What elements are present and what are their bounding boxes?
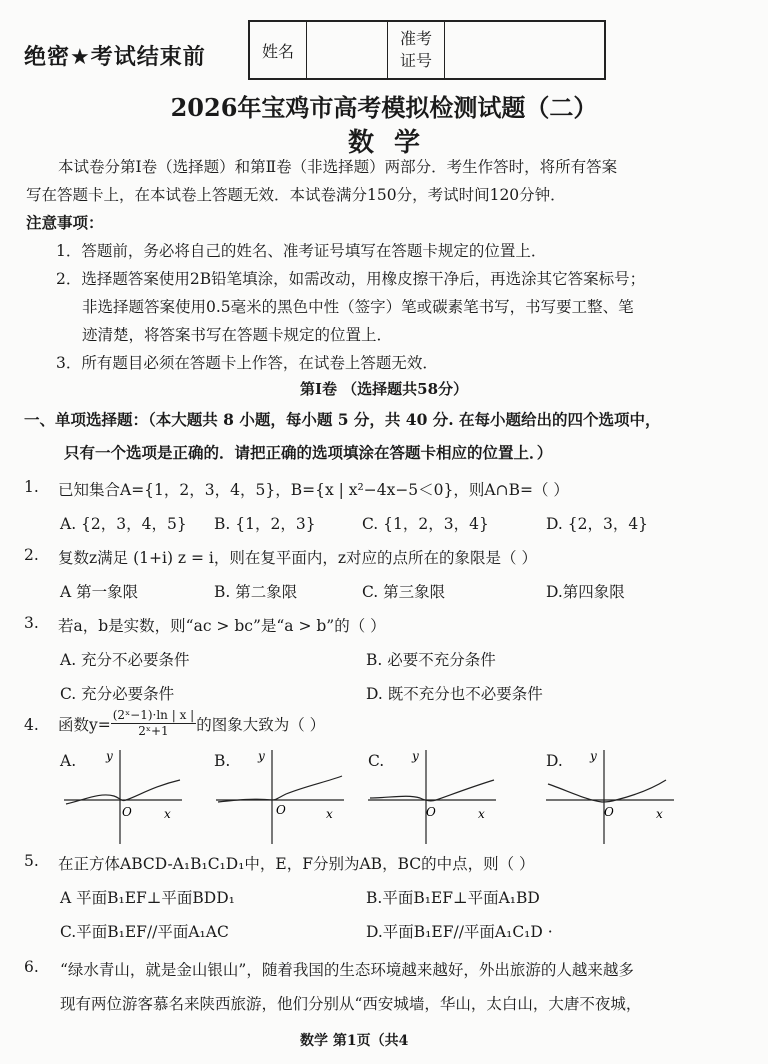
q4c-x-label: x [478, 807, 485, 821]
q1-option-d[interactable]: D. {2，3，4} [546, 515, 649, 533]
q1-stem: 已知集合A={1，2，3，4，5}，B={x | x²−4x−5＜0}，则A∩B=（ ） [58, 481, 569, 499]
note-2b: 非选择题答案使用0.5毫米的黑色中性（签字）笔或碳素笔书写，书写要工整、笔 [82, 298, 634, 316]
q2-option-b[interactable]: B. 第二象限 [214, 583, 298, 601]
q1-option-a[interactable]: A. {2，3，4，5} [60, 515, 187, 533]
exam-id-label-line2: 证号 [399, 51, 432, 70]
exam-id-label-line1: 准考 [399, 29, 432, 48]
q4-numerator: (2ˣ−1)·ln | x | [112, 708, 195, 722]
q3-option-d[interactable]: D. 既不充分也不必要条件 [366, 685, 543, 703]
exam-id-label [388, 22, 445, 78]
note-2a: 2．选择题答案使用2B铅笔填涂，如需改动，用橡皮擦干净后，再选涂其它答案标号； [56, 270, 646, 288]
intro-line-2: 写在答题卡上，在本试卷上答题无效．本试卷满分150分，考试时间120分钟． [26, 186, 566, 204]
q4c-y-label: y [412, 749, 419, 763]
q2-option-c[interactable]: C. 第三象限 [362, 583, 446, 601]
part1-instructions-line2: 只有一个选项是正确的．请把正确的选项填涂在答题卡相应的位置上．） [64, 443, 553, 462]
q2-option-a[interactable]: A 第一象限 [60, 583, 139, 601]
candidate-info-box [248, 20, 606, 80]
q3-option-a[interactable]: A. 充分不必要条件 [60, 651, 190, 669]
q4d-origin: O [604, 805, 614, 819]
q4-stem-prefix: 函数y= [58, 715, 111, 734]
confidential-label: 绝密★考试结束前 [24, 45, 206, 70]
note-3: 3．所有题目必须在答题卡上作答，在试卷上答题无效． [56, 354, 438, 372]
q4-graph-c[interactable] [368, 748, 498, 846]
q4-option-c[interactable]: C. [368, 752, 385, 770]
exam-id-field[interactable] [445, 22, 604, 78]
q5-option-a[interactable]: A 平面B₁EF⊥平面BDD₁ [60, 889, 235, 907]
q4d-y-label: y [590, 749, 597, 763]
q4-stem [58, 708, 325, 739]
q2-option-d[interactable]: D.第四象限 [546, 583, 625, 601]
q4-graph-d[interactable] [546, 748, 676, 846]
notes-title: 注意事项： [26, 213, 104, 232]
q4-fraction [111, 708, 196, 739]
q5-option-b[interactable]: B.平面B₁EF⊥平面A₁BD [366, 889, 540, 907]
q4b-origin: O [276, 803, 286, 817]
q4-option-d[interactable]: D. [546, 752, 563, 770]
q1-option-c[interactable]: C. {1，2，3，4} [362, 515, 489, 533]
q6-line2: 现有两位游客慕名来陕西旅游，他们分别从“西安城墙，华山，太白山，大唐不夜城， [60, 995, 642, 1013]
q4-graph-a[interactable] [64, 748, 194, 846]
intro-line-1: 本试卷分第Ⅰ卷（选择题）和第Ⅱ卷（非选择题）两部分．考生作答时，将所有答案 [58, 158, 618, 176]
q4-stem-suffix: 的图象大致为（ ） [196, 715, 326, 734]
part1-instructions-line1: 一、单项选择题：（本大题共 8 小题，每小题 5 分，共 40 分. 在每小题给出的四个选项中， [24, 410, 661, 429]
q4-graph-b[interactable] [216, 748, 346, 846]
q1-number: 1. [24, 478, 39, 496]
q4b-y-label: y [258, 749, 265, 763]
page-footer: 数学 第1页（共4 [300, 1033, 409, 1049]
q4-number: 4. [24, 716, 39, 734]
q4-option-b[interactable]: B. [214, 752, 231, 770]
note-1: 1．答题前，务必将自己的姓名、准考证号填写在答题卡规定的位置上． [56, 242, 547, 260]
name-label: 姓名 [250, 22, 307, 78]
section-title: 第Ⅰ卷 （选择题共58分） [299, 380, 469, 398]
q4-denominator: 2ˣ+1 [138, 724, 169, 738]
q4d-x-label: x [656, 807, 663, 821]
q5-stem: 在正方体ABCD-A₁B₁C₁D₁中，E，F分别为AB，BC的中点，则（ ） [58, 855, 535, 873]
q3-option-b[interactable]: B. 必要不充分条件 [366, 651, 496, 669]
q6-line1: “绿水青山，就是金山银山”，随着我国的生态环境越来越好，外出旅游的人越来越多 [60, 961, 634, 979]
q4a-x-label: x [164, 807, 171, 821]
q1-option-b[interactable]: B. {1，2，3} [214, 515, 316, 533]
q2-stem: 复数z满足 (1+i) z = i，则在复平面内，z对应的点所在的象限是（ ） [58, 549, 537, 567]
q3-option-c[interactable]: C. 充分必要条件 [60, 685, 175, 703]
q4a-y-label: y [106, 749, 113, 763]
q6-number: 6. [24, 958, 39, 976]
q4a-origin: O [122, 805, 132, 819]
name-field[interactable] [307, 22, 388, 78]
q2-number: 2. [24, 546, 39, 564]
q5-number: 5. [24, 852, 39, 870]
q3-number: 3. [24, 614, 39, 632]
exam-title: 2026年宝鸡市高考模拟检测试题（二） [170, 93, 598, 122]
q5-option-c[interactable]: C.平面B₁EF//平面A₁AC [60, 923, 229, 941]
q4c-origin: O [426, 805, 436, 819]
q3-stem: 若a，b是实数，则“ac > bc”是“a > b”的（ ） [58, 617, 386, 635]
q4b-x-label: x [326, 807, 333, 821]
q4-option-a[interactable]: A. [60, 752, 77, 770]
note-2c: 迹清楚，将答案书写在答题卡规定的位置上． [82, 326, 393, 344]
q5-option-d[interactable]: D.平面B₁EF//平面A₁C₁D · [366, 923, 553, 941]
subject-title: 数学 [347, 128, 440, 158]
